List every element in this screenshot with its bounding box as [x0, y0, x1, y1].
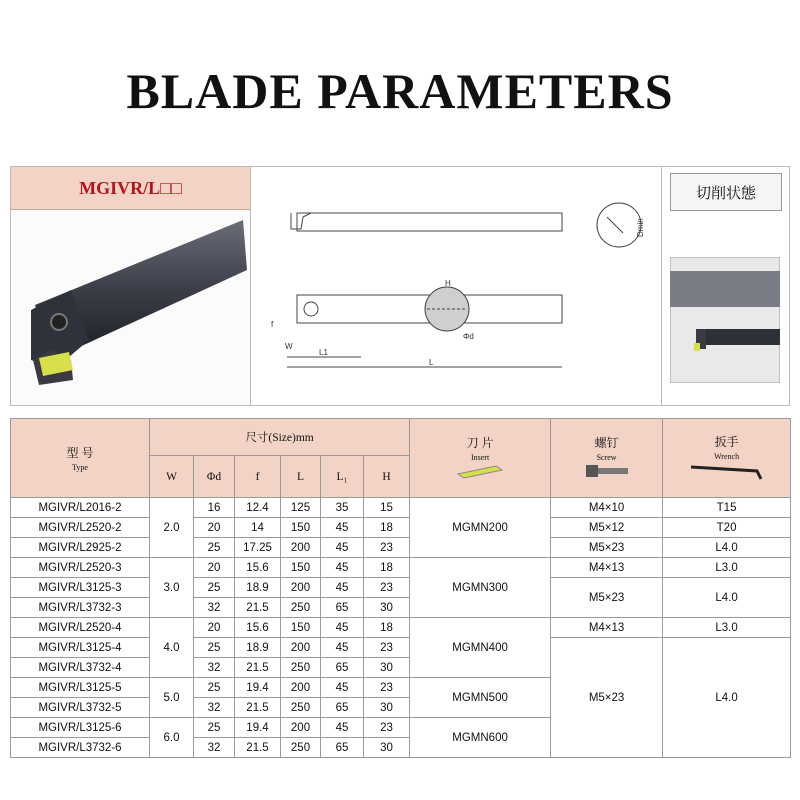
table-row: MGIVR/L3125-3 25 18.9 200 45 23 M5×23 L4.0 — [11, 578, 791, 598]
w-cell: 5.0 — [150, 678, 194, 718]
w-cell: 6.0 — [150, 718, 194, 758]
l-col: L — [281, 456, 321, 498]
w-cell: 3.0 — [150, 558, 194, 618]
f-label: f — [271, 320, 274, 329]
table-row: MGIVR/L3125-6 6.0 25 19.4 200 45 23 MGMN600 — [11, 718, 791, 738]
wrench-cell: T20 — [663, 518, 791, 538]
wrench-header: 扳手 Wrench — [663, 419, 791, 498]
type-header: 型 号 Type — [11, 419, 150, 498]
table-row: MGIVR/L3732-4 32 21.5 250 65 30 — [11, 658, 791, 678]
wrench-cell: L4.0 — [663, 638, 791, 758]
cutting-state-label: 切削状態 — [670, 173, 782, 211]
wrench-cell: L4.0 — [663, 538, 791, 558]
table-row: MGIVR/L2016-2 2.0 16 12.4 125 35 15 MGMN200 M4×10 T15 — [11, 498, 791, 518]
l1-label: L1 — [319, 348, 328, 357]
tool-photo — [11, 210, 250, 405]
screw-cell: M4×13 — [551, 618, 663, 638]
table-row: MGIVR/L3732-3 32 21.5 250 65 30 — [11, 598, 791, 618]
screw-cell: M5×23 — [551, 638, 663, 758]
screw-cell: M4×10 — [551, 498, 663, 518]
model-label: MGIVR/L□□ — [11, 167, 250, 210]
cutting-state-image — [670, 257, 780, 383]
page-title: BLADE PARAMETERS — [126, 63, 674, 119]
l-label: L — [429, 358, 434, 367]
table-row: MGIVR/L3125-5 5.0 25 19.4 200 45 23 MGMN500 — [11, 678, 791, 698]
insert-cell: MGMN300 — [410, 558, 551, 618]
h-col: H — [364, 456, 410, 498]
l1-col: L₁ — [321, 456, 364, 498]
insert-header: 刀 片 Insert — [410, 419, 551, 498]
tool-overview-panel — [10, 166, 790, 406]
w-col: W — [150, 456, 194, 498]
parameter-table — [10, 418, 791, 758]
insert-cell: MGMN600 — [410, 718, 551, 758]
table-row: MGIVR/L3732-5 32 21.5 250 65 30 — [11, 698, 791, 718]
h-label: H — [445, 279, 451, 288]
wrench-cell: T15 — [663, 498, 791, 518]
screw-header: 螺钉 Screw — [551, 419, 663, 498]
size-header: 尺寸(Size)mm — [150, 419, 410, 456]
w-cell: 4.0 — [150, 618, 194, 678]
w-cell: 2.0 — [150, 498, 194, 558]
table-row: MGIVR/L3125-4 25 18.9 200 45 23 M5×23 L4.0 — [11, 638, 791, 658]
screw-cell: M5×12 — [551, 518, 663, 538]
table-row: MGIVR/L2520-2 20 14 150 45 18 M5×12 T20 — [11, 518, 791, 538]
wrench-cell: L3.0 — [663, 618, 791, 638]
table-row: MGIVR/L2520-3 3.0 20 15.6 150 45 18 MGMN300 M4×13 L3.0 — [11, 558, 791, 578]
tool-image-box — [11, 167, 251, 405]
insert-cell: MGMN500 — [410, 678, 551, 718]
wrench-cell: L4.0 — [663, 578, 791, 618]
screw-cell: M5×23 — [551, 538, 663, 558]
table-row: MGIVR/L2520-4 4.0 20 15.6 150 45 18 MGMN400 M4×13 L3.0 — [11, 618, 791, 638]
f-col: f — [235, 456, 281, 498]
cutting-state-box — [661, 167, 790, 405]
wrench-cell: L3.0 — [663, 558, 791, 578]
screw-cell: M4×13 — [551, 558, 663, 578]
screw-cell: M5×23 — [551, 578, 663, 618]
phid-label: Φd — [463, 332, 474, 341]
table-row: MGIVR/L2925-2 25 17.25 200 45 23 M5×23 L4.0 — [11, 538, 791, 558]
insert-cell: MGMN400 — [410, 618, 551, 678]
w-label: W — [285, 342, 293, 351]
insert-cell: MGMN200 — [410, 498, 551, 558]
technical-drawing — [251, 167, 661, 405]
table-row: MGIVR/L3732-6 32 21.5 250 65 30 — [11, 738, 791, 758]
phid-col: Φd — [194, 456, 235, 498]
dmin-label: Dmin — [636, 218, 645, 237]
